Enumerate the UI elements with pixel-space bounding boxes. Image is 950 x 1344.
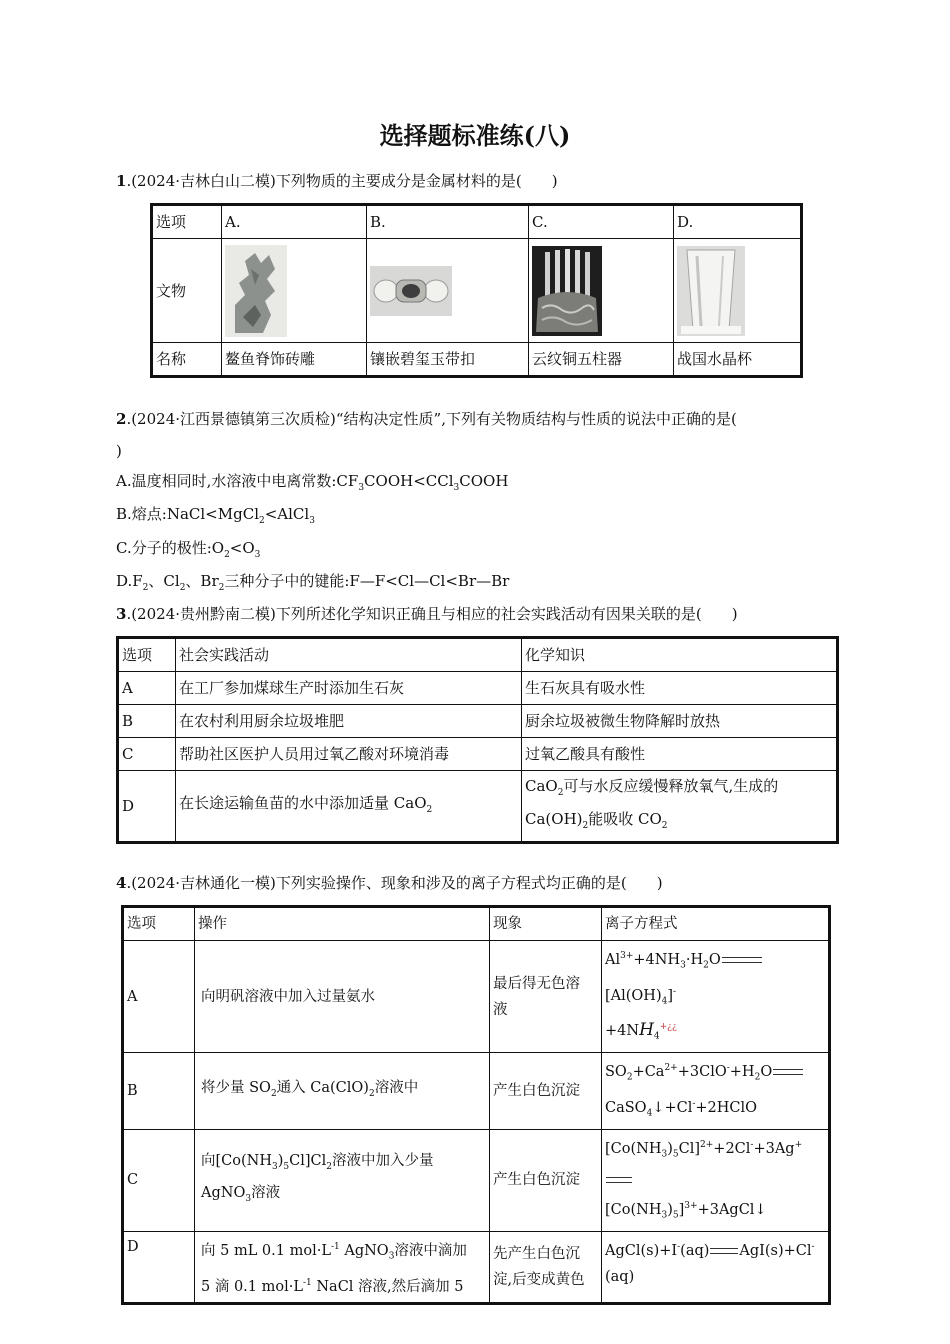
row-operation: 将少量 $SO_2$通入 $Ca(ClO)_2$溶液中 [195, 1053, 490, 1129]
artifact-b-image [367, 239, 529, 343]
header-cell: 操作 [195, 907, 490, 941]
artifact-c-image [529, 239, 674, 343]
question-2-option-a: A.温度相同时,水溶液中电离常数$:CF_3COOH<CCl_3COOH$ [116, 472, 509, 493]
row-option: D [118, 771, 176, 843]
row-option: A [118, 672, 176, 705]
row-option: B [118, 705, 176, 738]
header-cell: 选项 [123, 907, 195, 941]
header-cell: 现象 [490, 907, 602, 941]
row-equation: $SO_2+Ca^{2+}+3ClO^-+H_2O$ CaSO$_4$↓+Cl-+2HClO [602, 1053, 830, 1129]
artifact-d-image [674, 239, 802, 343]
question-1-stem: 1.(2024·吉林白山二模)下列物质的主要成分是金属材料的是( ) [116, 172, 558, 190]
question-3-table [116, 636, 839, 844]
row-option: B [123, 1053, 195, 1129]
row-phenomenon: 产生白色沉淀 [490, 1053, 602, 1129]
row-operation: 向$[Co(NH_3)_5Cl]Cl_2$溶液中加入少量 AgNO$_3$溶液 [195, 1129, 490, 1231]
artifact-a-image [222, 239, 367, 343]
cell-option: D. [674, 205, 802, 239]
cell-option: C. [529, 205, 674, 239]
cell-name: 鳌鱼脊饰砖雕 [222, 343, 367, 377]
row-option: C [118, 738, 176, 771]
header-cell: 社会实践活动 [176, 638, 522, 672]
row-knowledge: 厨余垃圾被微生物降解时放热 [522, 705, 838, 738]
question-2-option-c: C.分子的极性$:O_2<O_3$ [116, 539, 261, 560]
row-activity: 帮助社区医护人员用过氧乙酸对环境消毒 [176, 738, 522, 771]
cell-name: 镶嵌碧玺玉带扣 [367, 343, 529, 377]
equals-sign [710, 1248, 738, 1254]
question-2-stem-end: ) [116, 442, 122, 460]
row-operation: 向 5 mL 0.1 $mol\cdot L^{-1}$ AgNO$_3$溶液中滴加 5 滴 0.1 $mol\cdot L^{-1}$ NaCl 溶液,然后滴加 5 [195, 1232, 490, 1304]
equals-sign [606, 1177, 632, 1183]
row-operation: 向明矾溶液中加入过量氨水 [195, 941, 490, 1053]
question-4-stem: 4.(2024·吉林通化一模)下列实验操作、现象和涉及的离子方程式均正确的是( ) [116, 874, 663, 892]
question-3-stem: 3.(2024·贵州黔南二模)下列所述化学知识正确且与相应的社会实践活动有因果关联的是( ) [116, 605, 738, 623]
row-equation: $Al^{3+}+4NH_3\cdot H_2O[Al(OH)_4]^-$ $+4NH_4^{+¿¿}$ [602, 941, 830, 1053]
row-option: D [123, 1232, 195, 1304]
row-knowledge: CaO$_2$可与水反应缓慢释放氧气,生成的 $Ca(OH)_2$能吸收 $CO_2$ [522, 771, 838, 843]
row-option: A [123, 941, 195, 1053]
page-title: 选择题标准练(八) [379, 121, 571, 150]
equals-sign [773, 1069, 803, 1075]
row-activity: 在长途运输鱼苗的水中添加适量 CaO$_2$ [176, 771, 522, 843]
cell-label: 文物 [152, 239, 222, 343]
question-4-table [121, 905, 831, 1305]
row-phenomenon: 产生白色沉淀 [490, 1129, 602, 1231]
header-cell: 选项 [118, 638, 176, 672]
cell-label: 选项 [152, 205, 222, 239]
row-knowledge: 过氧乙酸具有酸性 [522, 738, 838, 771]
cell-name: 战国水晶杯 [674, 343, 802, 377]
row-knowledge: 生石灰具有吸水性 [522, 672, 838, 705]
cell-option: B. [367, 205, 529, 239]
cell-name: 云纹铜五柱器 [529, 343, 674, 377]
cell-label: 名称 [152, 343, 222, 377]
row-equation: AgCl(s)+I-(aq) AgI(s)+Cl- (aq) [602, 1232, 830, 1304]
header-cell: 化学知识 [522, 638, 838, 672]
question-2-stem: 2.(2024·江西景德镇第三次质检)“结构决定性质”,下列有关物质结构与性质的说法中正确的是( [116, 410, 737, 428]
row-activity: 在农村利用厨余垃圾堆肥 [176, 705, 522, 738]
header-cell: 离子方程式 [602, 907, 830, 941]
row-equation: $[Co(NH_3)_5Cl]^{2+}+2Cl^-+3Ag^+$ $[Co(NH_3)_5]^{3+}+3AgCl↓$ [602, 1129, 830, 1231]
row-activity: 在工厂参加煤球生产时添加生石灰 [176, 672, 522, 705]
question-2-option-b: B.熔点:NaCl<MgCl$_2$<AlCl$_3$ [116, 505, 315, 526]
cell-option: A. [222, 205, 367, 239]
question-1-table [150, 203, 803, 378]
equals-sign [722, 957, 762, 963]
row-phenomenon: 最后得无色溶 液 [490, 941, 602, 1053]
row-phenomenon: 先产生白色沉 淀,后变成黄色 [490, 1232, 602, 1304]
row-option: C [123, 1129, 195, 1231]
question-2-option-d: $D.F_2$、$Cl_2$、$Br_2$三种分子中的键能:F—F<Cl—Cl<Br—Br [116, 572, 510, 593]
